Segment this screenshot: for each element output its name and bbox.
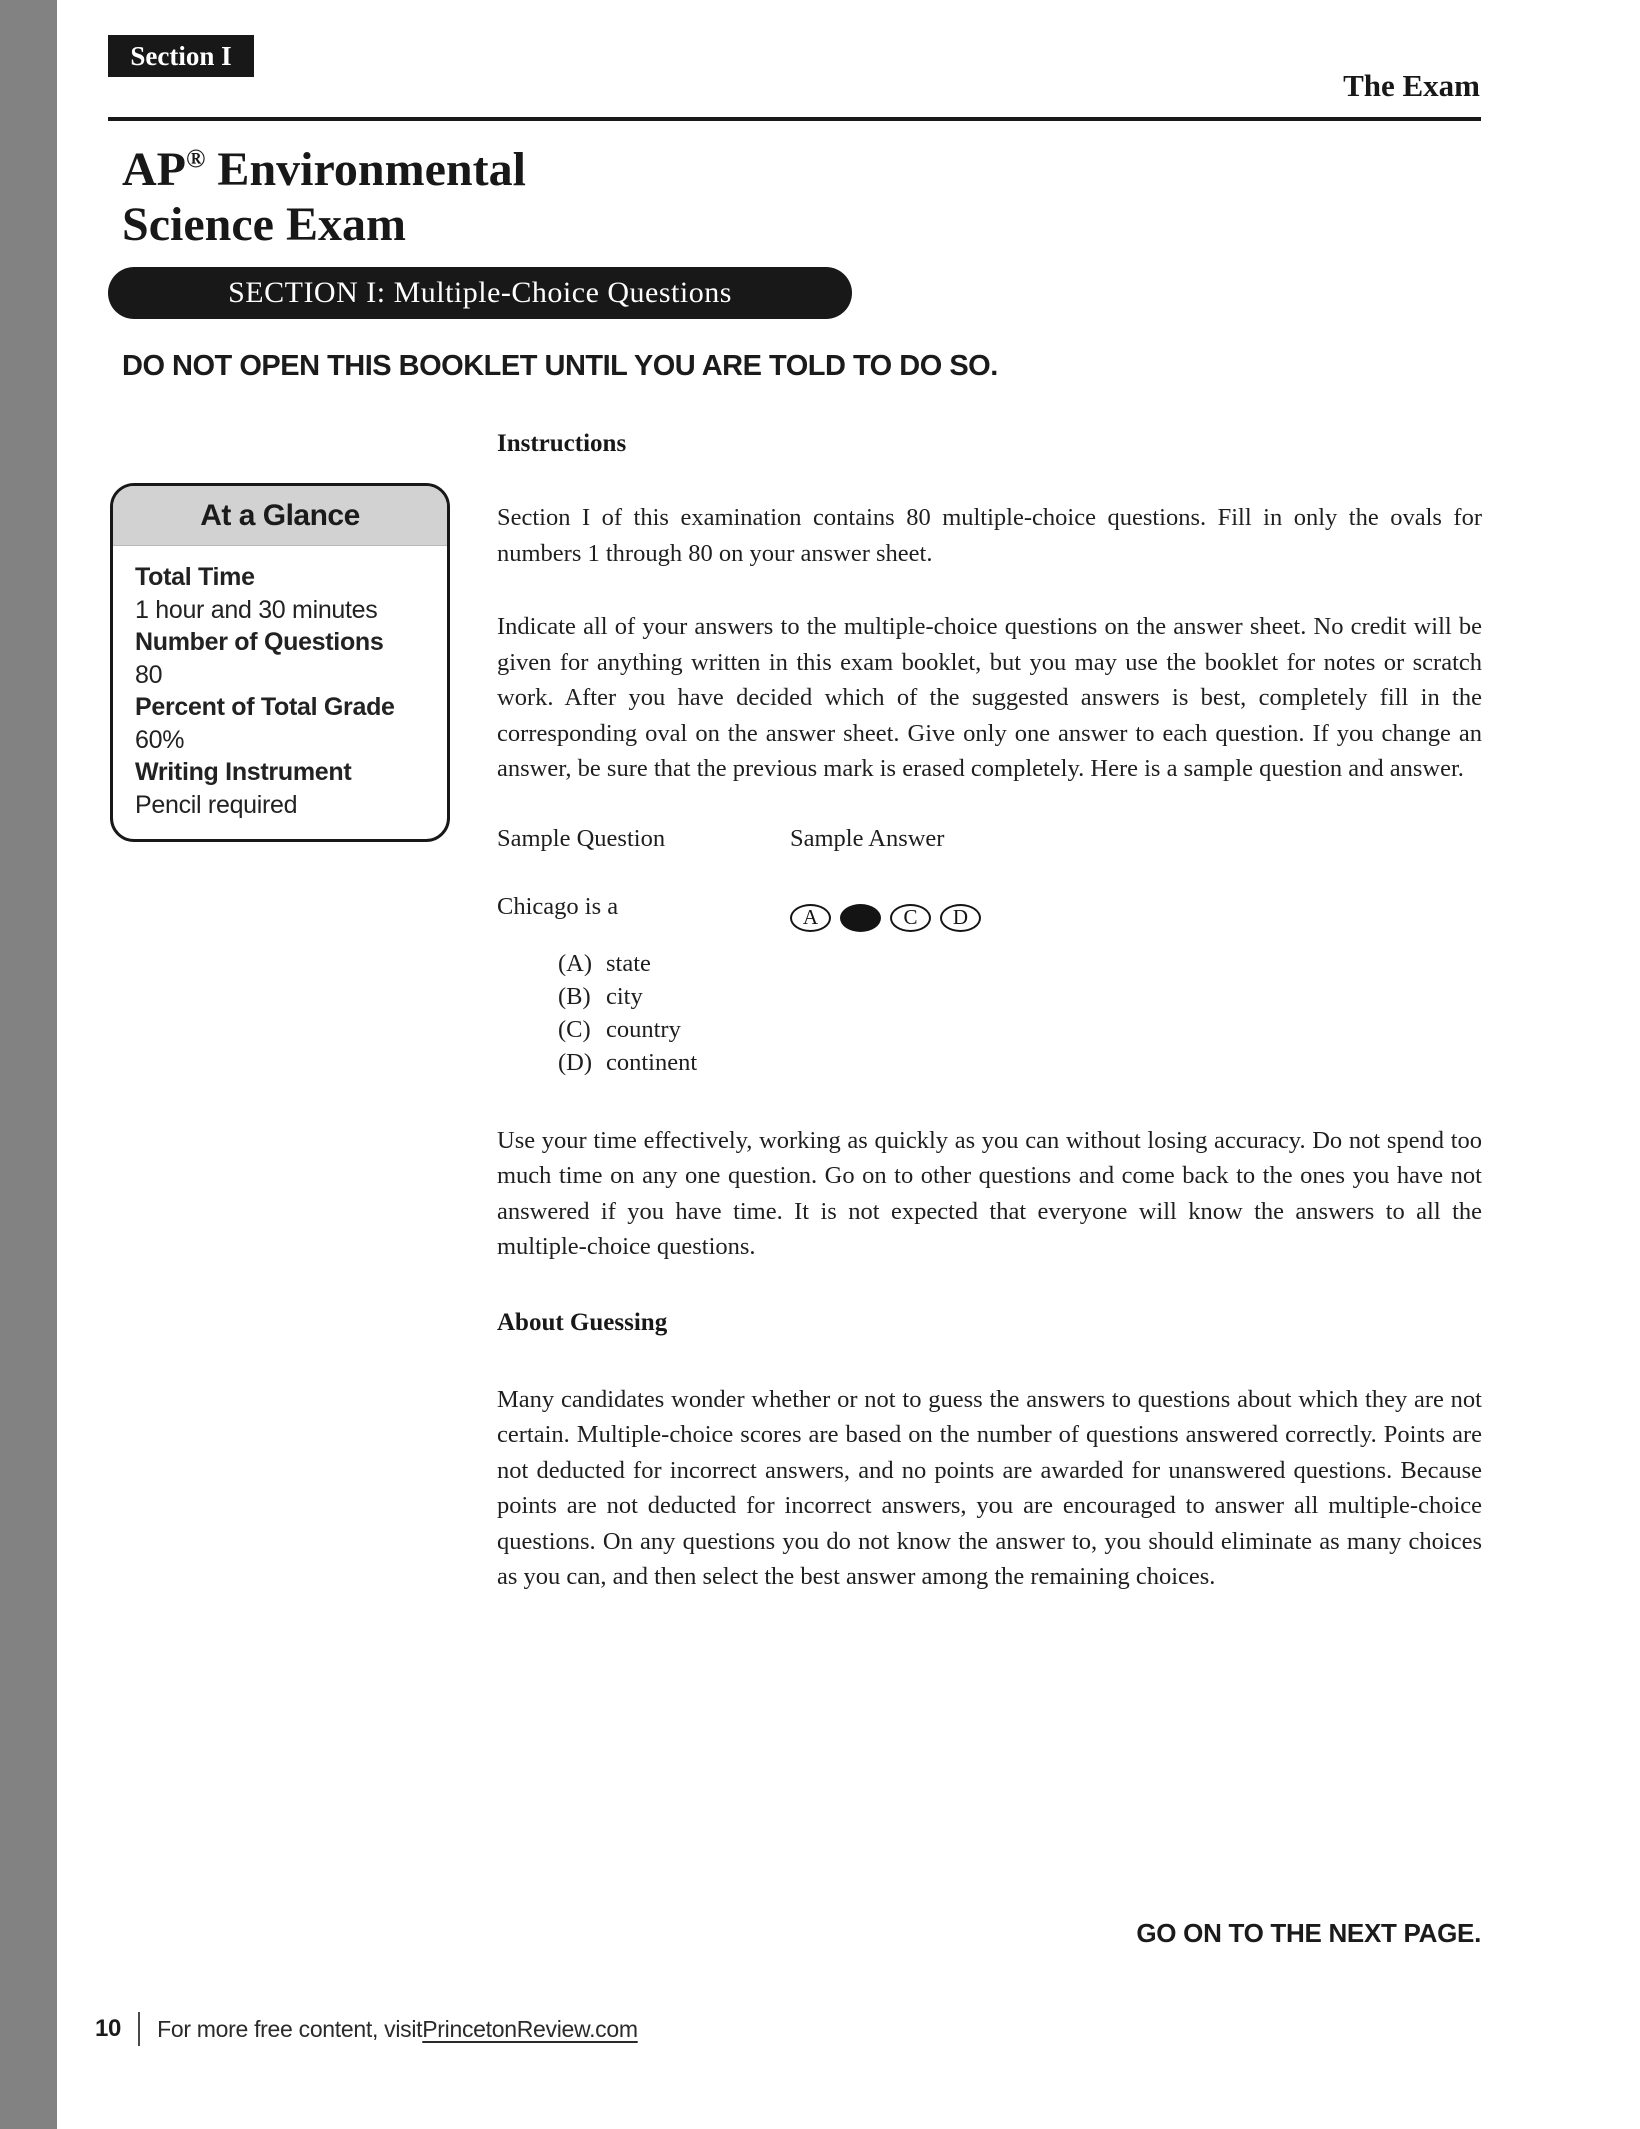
- answer-oval-a: A: [790, 904, 831, 932]
- header-rule: [108, 117, 1481, 121]
- section-badge: [108, 35, 254, 77]
- answer-oval-c: C: [890, 904, 931, 932]
- glance-label-num-questions: Number of Questions: [135, 628, 384, 656]
- glance-value-total-time: 1 hour and 30 minutes: [135, 595, 378, 624]
- at-a-glance-title: At a Glance: [200, 498, 360, 532]
- page-footer: [95, 2012, 638, 2046]
- choice-c: [558, 1013, 790, 1046]
- page-title: [122, 131, 526, 252]
- page-number: 10: [95, 2015, 122, 2042]
- registered-mark: ®: [185, 144, 206, 173]
- glance-label-total-time: Total Time: [135, 563, 255, 591]
- glance-label-percent-grade: Percent of Total Grade: [135, 693, 395, 721]
- footer-divider: [138, 2012, 140, 2046]
- choice-b-label: (B): [558, 982, 591, 1010]
- go-on-next-page: GO ON TO THE NEXT PAGE.: [1136, 1918, 1481, 1948]
- choice-b-text: city: [606, 982, 643, 1010]
- at-a-glance-header: [113, 486, 447, 546]
- answer-choices: [558, 947, 790, 1079]
- sample-question-label: Sample Question: [497, 824, 666, 852]
- glance-value-percent-grade: 60%: [135, 725, 185, 754]
- section-pill-label: SECTION I: Multiple-Choice Questions: [228, 276, 732, 309]
- instructions-para-2: Indicate all of your answers to the multiple-choice questions on the answer sheet. No credit will be given for anything written in this exam booklet, but you may use the booklet for notes or scratch work. After you have decided which of the suggested answers is best, completely fill in the corresponding oval on the answer sheet. Give only one answer to each question. If you change an answer, be sure that the previous mark is erased completely. Here is a sample question and answer.: [497, 613, 1482, 782]
- footer-text: For more free content, visit: [157, 2015, 423, 2042]
- choice-a-text: state: [606, 949, 651, 977]
- choice-d-label: (D): [558, 1048, 593, 1076]
- choice-a-label: (A): [558, 949, 593, 977]
- timing-para: Use your time effectively, working as quickly as you can without losing accuracy. Do not spend too much time on any one question. Go on to other questions and come back to the ones you have not answered if you have time. It is not expected that everyone will know the answers to all the multiple-choice questions.: [497, 1126, 1482, 1260]
- page-left-gutter: [0, 0, 57, 2129]
- title-rest: Environmental: [205, 143, 526, 196]
- title-ap: AP: [122, 143, 186, 196]
- section-badge-label: Section I: [130, 40, 232, 71]
- glance-value-writing-instrument: Pencil required: [135, 790, 298, 819]
- choice-c-label: (C): [558, 1015, 591, 1043]
- about-guessing-para: Many candidates wonder whether or not to guess the answers to questions about which they are not certain. Multiple-choice scores are based on the number of questions answered correctly. Points are not deducted for incorrect answers, and no points are awarded for unanswered questions. Because points are not deducted for incorrect answers, you are encouraged to answer all multiple-choice questions. On any questions you do not know the answer to, you should eliminate as many choices as you can, and then select the best answer among the remaining choices.: [497, 1385, 1482, 1590]
- at-a-glance-box: [110, 483, 450, 842]
- title-line2: Science Exam: [122, 198, 406, 251]
- glance-value-num-questions: 80: [135, 660, 163, 689]
- choice-d: [558, 1046, 790, 1079]
- sample-question-stem: Chicago is a: [497, 892, 619, 920]
- about-guessing-heading: About Guessing: [497, 1308, 668, 1336]
- answer-ovals: [790, 889, 1482, 947]
- answer-oval-d: D: [940, 904, 981, 932]
- footer-link[interactable]: PrincetonReview.com: [422, 2015, 638, 2042]
- choice-c-text: country: [606, 1015, 681, 1043]
- do-not-open-warning: DO NOT OPEN THIS BOOKLET UNTIL YOU ARE TOLD TO DO SO.: [122, 350, 998, 382]
- instructions-para-1: Section I of this examination contains 80 multiple-choice questions. Fill in only the ovals for numbers 1 through 80 on your answer sheet.: [497, 504, 1482, 567]
- chapter-header: The Exam: [1343, 68, 1480, 103]
- at-a-glance-body: [113, 546, 447, 839]
- choice-a: [558, 947, 790, 980]
- sample-answer-label: Sample Answer: [790, 824, 945, 852]
- instructions-column: [497, 430, 1482, 1595]
- choice-b: [558, 980, 790, 1013]
- answer-oval-b-filled: [840, 904, 881, 932]
- sample-question-block: [497, 825, 1482, 1079]
- choice-d-text: continent: [606, 1048, 698, 1076]
- section-pill: [108, 267, 852, 319]
- instructions-heading: Instructions: [497, 430, 627, 457]
- glance-label-writing-instrument: Writing Instrument: [135, 758, 352, 786]
